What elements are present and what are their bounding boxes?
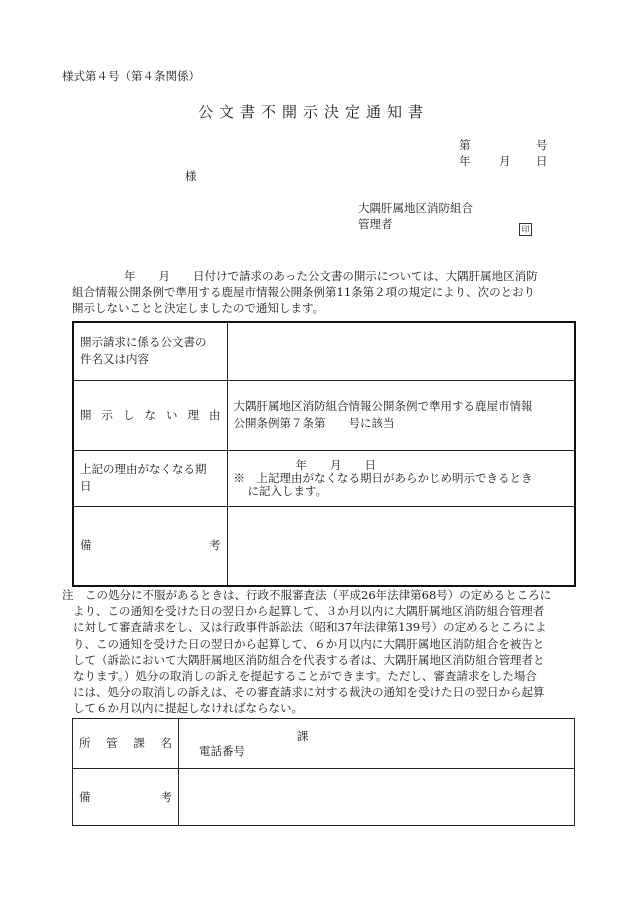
expiry-label: 上記の理由がなくなる期 日 bbox=[73, 450, 227, 506]
expiry-note-1: ※ 上記理由がなくなる期日があらかじめ明示できるとき bbox=[233, 470, 533, 485]
sub-remarks-label: 備 考 bbox=[73, 769, 179, 826]
department-ka: 課 bbox=[297, 728, 309, 743]
note-line: して６か月以内に提起しなければならない。 bbox=[73, 701, 303, 716]
seal-mark bbox=[519, 217, 532, 236]
doc-number-suffix: 号 bbox=[536, 138, 548, 152]
table-row bbox=[73, 450, 575, 506]
form-number: 様式第４号（第４条関係） bbox=[62, 69, 200, 83]
department-table bbox=[72, 718, 575, 826]
note-line: に対して審査請求をし、又は行政事件訴訟法（昭和37年法律第139号）の定めるところによ bbox=[73, 620, 547, 635]
date-day: 日 bbox=[536, 154, 548, 168]
phone-label: 電話番号 bbox=[199, 743, 245, 758]
reason-field[interactable]: 大隅肝属地区消防組合情報公開条例で準用する鹿屋市情報 公開条例第７条第 号に該当 bbox=[227, 380, 575, 450]
note-line: なります。）処分の取消しの訴えを提起することができます。ただし、審査請求をした場合 bbox=[73, 669, 537, 684]
subject-label: 開示請求に係る公文書の 件名又は内容 bbox=[73, 322, 227, 380]
issuer-role: 管理者 bbox=[358, 217, 393, 231]
addressee-suffix: 様 bbox=[185, 169, 197, 183]
note-line: より、この通知を受けた日の翌日から起算して、３か月以内に大隅肝属地区消防組合管理者 bbox=[73, 604, 545, 619]
table-row bbox=[73, 322, 575, 380]
intro-line-2: 組合情報公開条例で準用する鹿屋市情報公開条例第11条第２項の規定により、次のとおり bbox=[72, 285, 536, 299]
date-month: 月 bbox=[499, 154, 511, 168]
note-line: り、この通知を受けた日の翌日から起算して、６か月以内に大隅肝属地区消防組合を被告と bbox=[73, 636, 545, 651]
reason-label-text: 開 示 し な い 理 由 bbox=[80, 407, 221, 422]
date-year: 年 bbox=[459, 154, 471, 168]
reason-label bbox=[73, 380, 227, 450]
intro-line-1: 年 月 日付けで請求のあった公文書の開示については、大隅肝属地区消防 bbox=[124, 269, 538, 283]
note-line: には、処分の取消しの訴えは、その審査請求に対する裁決の通知を受けた日の翌日から起算 bbox=[73, 685, 545, 700]
expiry-field[interactable] bbox=[227, 450, 575, 506]
note-line: 注 この処分に不服があるときは、行政不服審査法（平成26年法律第68号）の定めるところに bbox=[62, 588, 552, 602]
table-row bbox=[73, 769, 575, 826]
department-label: 所 管 課 名 bbox=[73, 719, 179, 769]
table-row bbox=[73, 719, 575, 769]
main-table bbox=[72, 321, 576, 587]
remarks-field[interactable] bbox=[227, 506, 575, 586]
appeal-note bbox=[62, 587, 574, 717]
intro-paragraph bbox=[72, 268, 574, 316]
table-row bbox=[73, 380, 575, 450]
issuer-org: 大隅肝属地区消防組合 bbox=[358, 201, 473, 215]
intro-line-3: 開示しないことと決定しましたので通知します。 bbox=[72, 301, 325, 315]
document-title: 公文書不開示決定通知書 bbox=[198, 103, 430, 121]
expiry-note-2: に記入します。 bbox=[247, 483, 328, 498]
seal-icon: 印 bbox=[519, 223, 532, 236]
sub-remarks-field[interactable] bbox=[179, 769, 575, 826]
expiry-date: 年 月 日 bbox=[295, 457, 376, 472]
department-field[interactable] bbox=[179, 719, 575, 769]
subject-field[interactable] bbox=[227, 322, 575, 380]
table-row bbox=[73, 506, 575, 586]
doc-number-prefix: 第 bbox=[459, 138, 471, 152]
note-line: して（訴訟において大隅肝属地区消防組合を代表する者は、大隅肝属地区消防組合管理者と bbox=[73, 652, 545, 667]
remarks-label: 備 考 bbox=[73, 506, 227, 586]
